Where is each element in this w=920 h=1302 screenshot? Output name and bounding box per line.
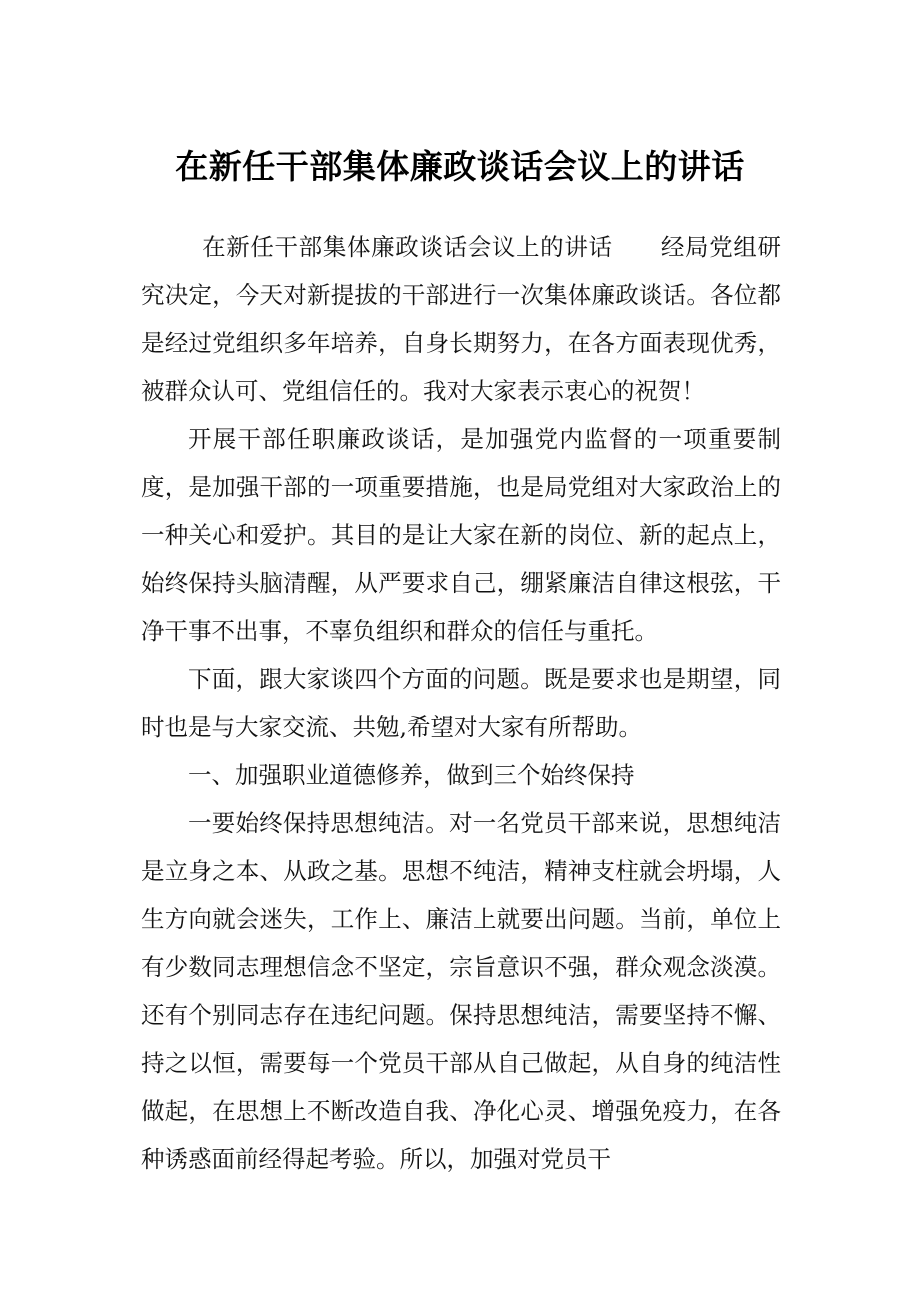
paragraph-point-1: 一要始终保持思想纯洁。对一名党员干部来说，思想纯洁是立身之本、从政之基。思想不纯洁，精神支柱就会坍塌，人生方向就会迷失，工作上、廉洁上就要出问题。当前，单位上有少数同志理想信念不坚定，宗旨意识不强，群众观念淡漠。还有个别同志存在违纪问题。保持思想纯洁，需要坚持不懈、持之以恒，需要每一个党员干部从自己做起，从自身的纯洁性做起，在思想上不断改造自我、净化心灵、增强免疫力，在各种诱惑面前经得起考验。所以，加强对党员干 xyxy=(141,809,781,1173)
paragraph-intro: 在新任干部集体廉政谈话会议上的讲话 经局党组研究决定，今天对新提拔的干部进行一次集体廉政谈话。各位都是经过党组织多年培养，自身长期努力，在各方面表现优秀，被群众认可、党组信任的。我对大家表示衷心的祝贺！ xyxy=(141,233,781,405)
paragraph-overview: 下面，跟大家谈四个方面的问题。既是要求也是期望，同时也是与大家交流、共勉,希望对大家有所帮助。 xyxy=(141,665,781,741)
document-title: 在新任干部集体廉政谈话会议上的讲话 xyxy=(175,147,745,186)
section-heading-1: 一、加强职业道德修养，做到三个始终保持 xyxy=(188,761,635,789)
paragraph-purpose: 开展干部任职廉政谈话，是加强党内监督的一项重要制度，是加强干部的一项重要措施，也是局党组对大家政治上的一种关心和爱护。其目的是让大家在新的岗位、新的起点上，始终保持头脑清醒，从严要求自己，绷紧廉洁自律这根弦，干净干事不出事，不辜负组织和群众的信任与重托。 xyxy=(141,425,781,645)
document-body xyxy=(141,223,781,1183)
